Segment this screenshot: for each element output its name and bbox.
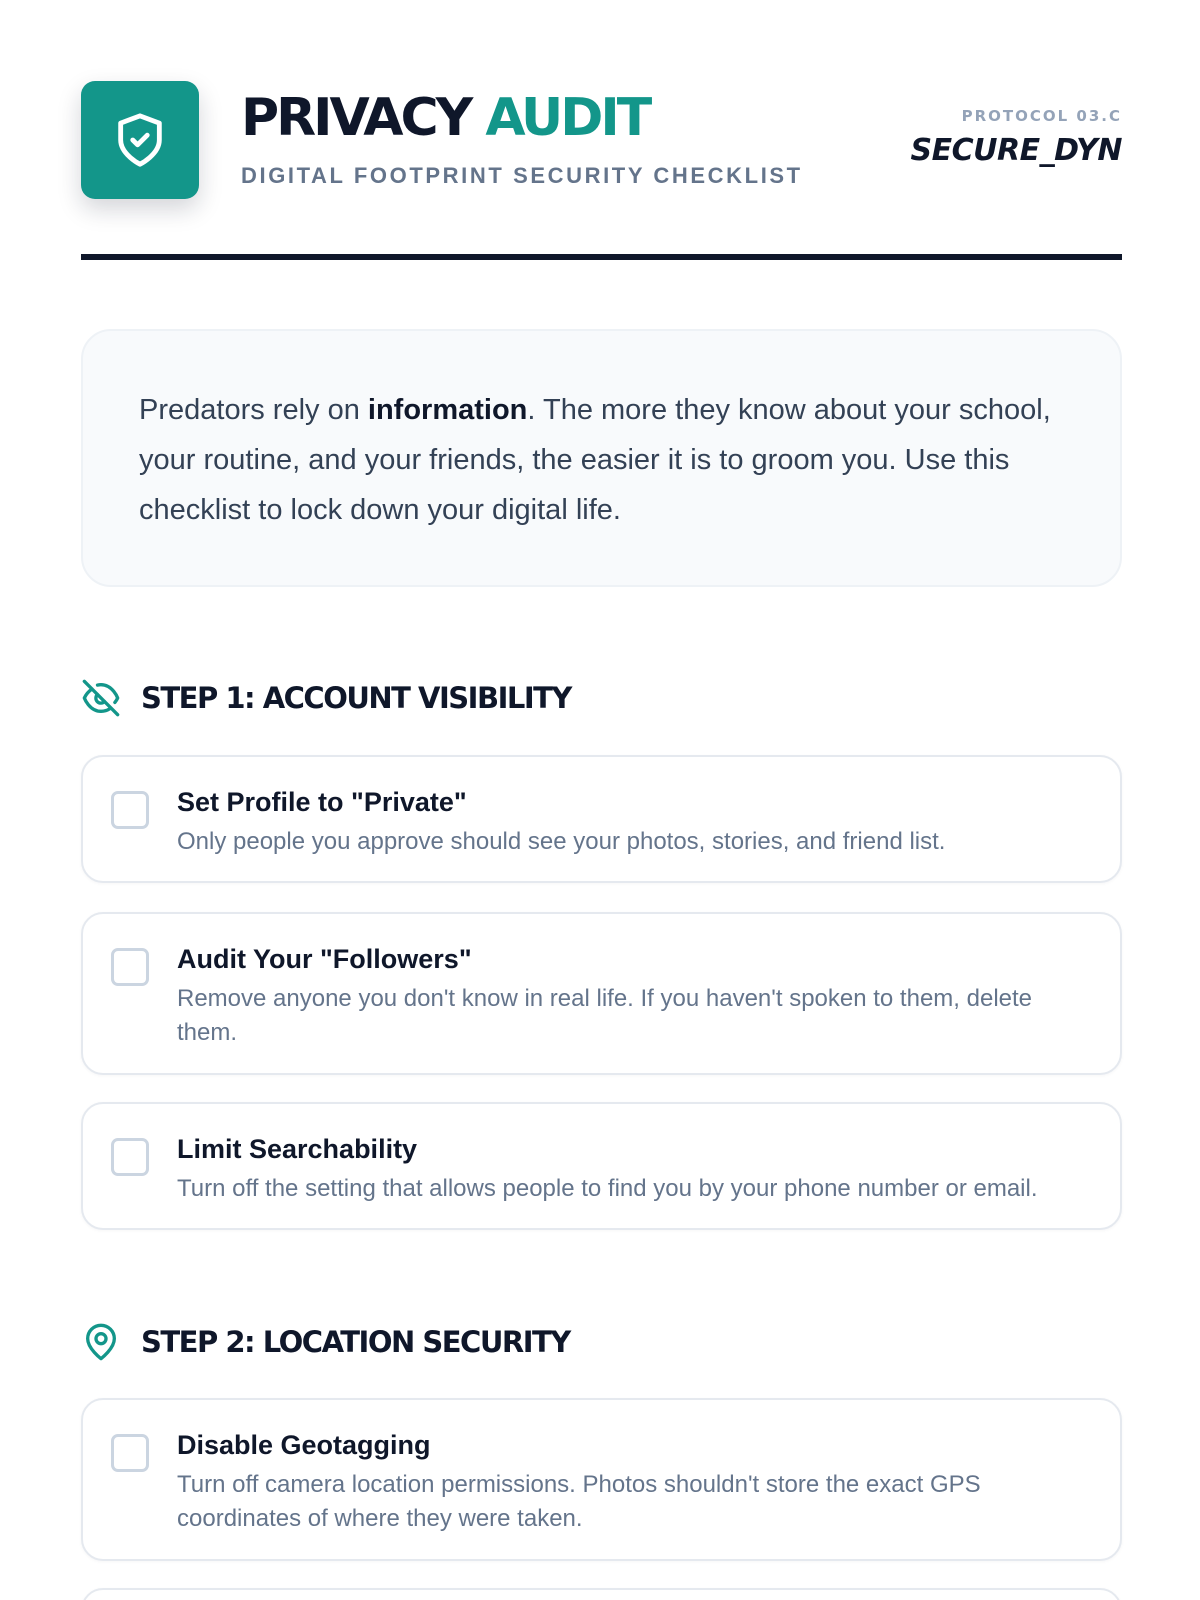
checklist-item[interactable] (81, 1102, 1122, 1230)
item-title: Limit Searchability (177, 1134, 418, 1164)
item-title: Audit Your "Followers" (177, 944, 472, 974)
intro-emphasis: information (367, 394, 528, 426)
title-main: PRIVACY (241, 88, 471, 148)
checkbox[interactable] (111, 791, 149, 829)
intro-text (139, 385, 1064, 535)
item-description: Remove anyone you don't know in real life. If you haven't spoken to them, delete them. (177, 985, 1033, 1046)
intro-text-start: Predators rely on (139, 394, 368, 426)
step-heading (81, 1320, 1122, 1364)
item-title: Disable Geotagging (177, 1430, 431, 1460)
header-divider (81, 254, 1122, 260)
step-title: STEP 1: ACCOUNT VISIBILITY (141, 681, 571, 715)
map-pin-icon (81, 1322, 121, 1362)
checklist-item[interactable] (81, 912, 1122, 1075)
step-title: STEP 2: LOCATION SECURITY (141, 1325, 570, 1359)
checkbox[interactable] (111, 1138, 149, 1176)
item-title: Set Profile to "Private" (177, 787, 467, 817)
protocol-code: SECURE_DYN (910, 133, 1122, 168)
logo-badge (81, 81, 199, 199)
checklist-item[interactable] (81, 755, 1122, 883)
page-subtitle: DIGITAL FOOTPRINT SECURITY CHECKLIST (241, 163, 803, 188)
eye-off-icon (81, 678, 121, 718)
title-accent: AUDIT (485, 88, 650, 148)
item-description: Turn off camera location permissions. Photos shouldn't store the exact GPS coordinates of where they were taken. (177, 1471, 981, 1532)
step-heading (81, 676, 1122, 720)
protocol-label: PROTOCOL 03.C (961, 107, 1122, 125)
intro-panel (81, 329, 1122, 587)
item-description: Turn off the setting that allows people to find you by your phone number or email. (177, 1175, 1038, 1202)
intro-text-end: . The more they know about your school, your routine, and your friends, the easier it is to groom you. Use this checklist to lock down your digital life. (139, 394, 1051, 526)
checklist-item-partial[interactable] (81, 1588, 1122, 1600)
shield-check-icon (111, 111, 169, 169)
page-header (81, 81, 1122, 199)
checklist-item[interactable] (81, 1398, 1122, 1561)
page-title (241, 87, 649, 149)
checkbox[interactable] (111, 948, 149, 986)
item-description: Only people you approve should see your photos, stories, and friend list. (177, 828, 946, 855)
checkbox[interactable] (111, 1434, 149, 1472)
